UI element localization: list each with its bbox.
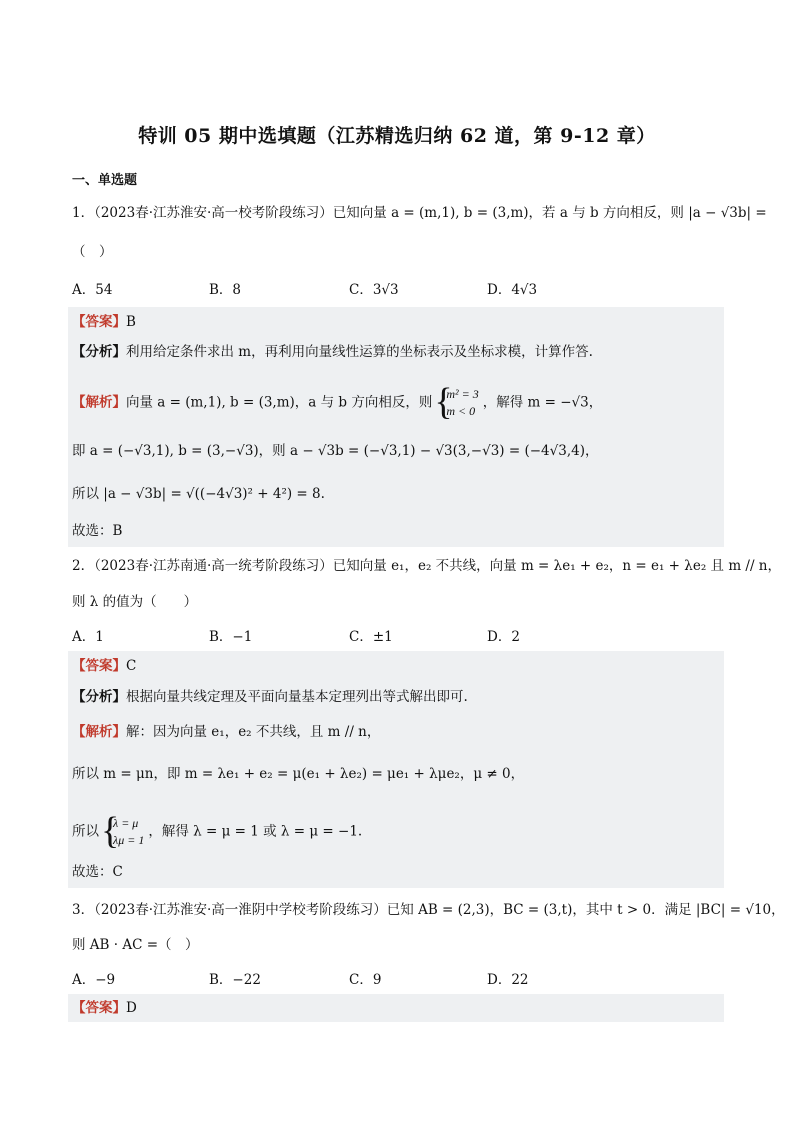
q1-answer [72, 312, 136, 332]
q1-option-c: C．3√3 [349, 282, 399, 298]
q3-option-a: A．−9 [72, 972, 116, 988]
q1-final: 故选：B [72, 523, 123, 539]
q1-option-d: D．4√3 [487, 282, 538, 298]
q1-system [436, 386, 478, 420]
q2-sys-2: λμ = 1 [113, 833, 145, 847]
q1-option-a: A．54 [72, 282, 113, 298]
answer-tag: 【答案】 [72, 314, 126, 330]
solution-tag: 【解析】 [72, 394, 126, 411]
answer-tag: 【答案】 [72, 1000, 126, 1016]
q2-final: 故选：C [72, 864, 123, 880]
q2-sol3a: 所以 [72, 823, 99, 840]
q1-sol1a: 向量 a = (m,1), b = (3,m)，a 与 b 方向相反，则 [126, 394, 433, 411]
q1-paren: （ ） [72, 244, 113, 260]
q2-option-b: B．−1 [209, 629, 253, 645]
q2-solution-line-2: 所以 m = μn，即 m = λe₁ + e₂ = μ(e₁ + λe₂) = μe₁ + λμe₂，μ ≠ 0， [72, 766, 525, 782]
q1-sol1b: ，解得 m = −√3， [482, 394, 603, 411]
q2-sys-1: { λ = μ [113, 816, 139, 830]
analysis-tag: 【分析】 [72, 344, 126, 360]
q3-answer-block [68, 994, 724, 1022]
q1-stem: 1．（2023春·江苏淮安·高一校考阶段练习）已知向量 a = (m,1), b = (3,m)，若 a 与 b 方向相反，则 |a − √3b| = [72, 205, 767, 221]
solution-tag: 【解析】 [72, 724, 126, 740]
q1-solution-line-1 [72, 386, 602, 420]
q2-sol1: 解：因为向量 e₁，e₂ 不共线，且 m // n， [126, 724, 381, 740]
q3-option-b: B．−22 [209, 972, 261, 988]
analysis-tag: 【分析】 [72, 689, 126, 705]
q1-solution-line-2: 即 a = (−√3,1), b = (3,−√3)，则 a − √3b = (−√3,1) − √3(3,−√3) = (−4√3,4)， [72, 443, 599, 459]
answer-value: D [126, 1000, 137, 1016]
q2-stem: 2．（2023春·江苏南通·高一统考阶段练习）已知向量 e₁，e₂ 不共线，向量 m = λe₁ + e₂，n = e₁ + λe₂ 且 m // n， [72, 558, 781, 574]
section-heading: 一、单选题 [72, 173, 138, 188]
answer-tag: 【答案】 [72, 658, 126, 674]
q1-option-b: B．8 [209, 282, 242, 298]
q2-option-a: A．1 [72, 629, 104, 645]
q3-stem: 3．（2023春·江苏淮安·高一淮阴中学校考阶段练习）已知 AB = (2,3)，BC = (3,t)，其中 t > 0．满足 |BC| = √10， [72, 902, 785, 918]
q2-option-d: D．2 [487, 629, 520, 645]
q3-option-c: C．9 [349, 972, 382, 988]
analysis-text: 利用给定条件求出 m，再利用向量线性运算的坐标表示及坐标求模，计算作答. [126, 344, 593, 360]
q2-stem-2: 则 λ 的值为（ ） [72, 594, 198, 610]
q3-answer [72, 998, 137, 1018]
q2-analysis [72, 687, 468, 707]
q2-solution-line-3 [72, 815, 362, 849]
q3-stem-2: 则 AB · AC =（ ） [72, 937, 199, 953]
analysis-text: 根据向量共线定理及平面向量基本定理列出等式解出即可. [126, 689, 468, 705]
answer-value: C [126, 658, 137, 674]
q1-analysis [72, 342, 593, 362]
q1-sys-1: { m² = 3 [446, 387, 479, 401]
q2-solution-line-1 [72, 722, 380, 742]
q2-sol3b: ，解得 λ = μ = 1 或 λ = μ = −1. [148, 823, 363, 840]
q3-option-d: D．22 [487, 972, 529, 988]
q2-answer [72, 656, 136, 676]
q2-option-c: C．±1 [349, 629, 393, 645]
page-title: 特训 05 期中选填题（江苏精选归纳 62 道，第 9-12 章） [138, 125, 656, 147]
answer-value: B [126, 314, 136, 330]
q1-sys-2: m < 0 [446, 404, 476, 418]
q1-solution-line-3: 所以 |a − √3b| = √((−4√3)² + 4²) = 8. [72, 486, 325, 502]
q2-system [103, 815, 144, 849]
